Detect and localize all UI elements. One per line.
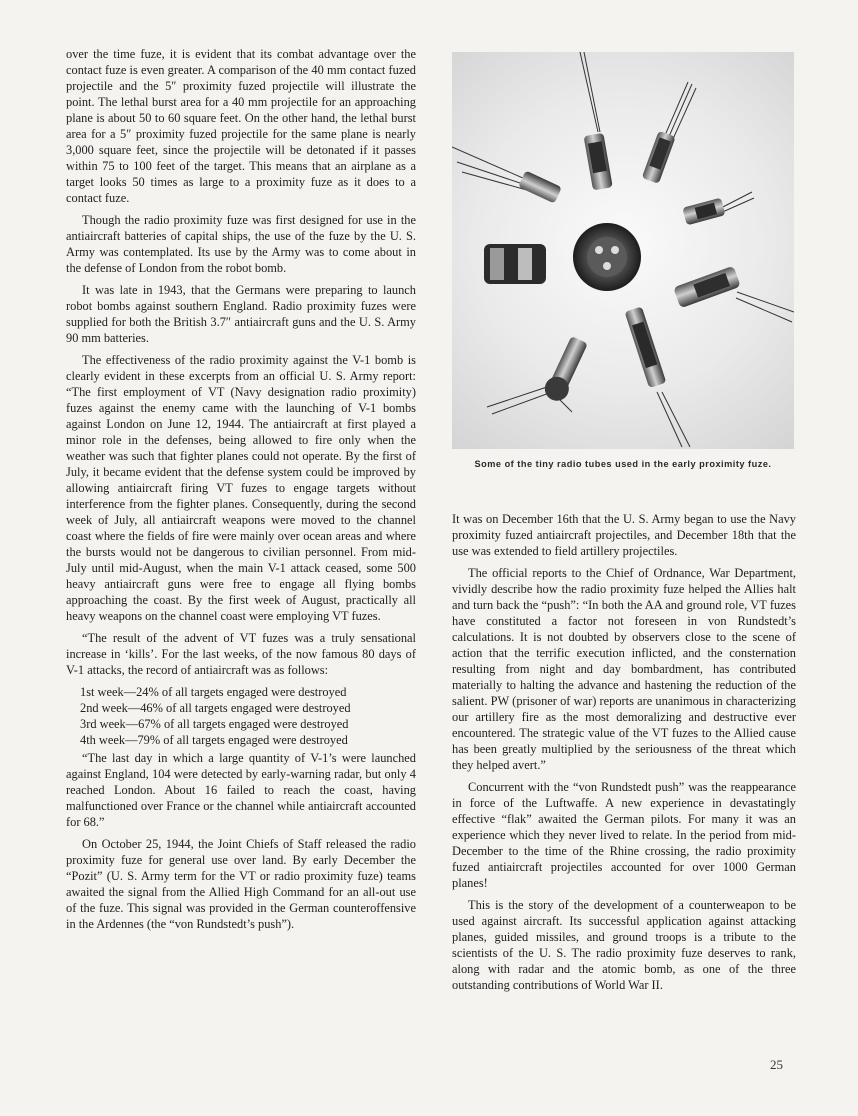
paragraph: “The result of the advent of VT fuzes was a truly sensational increase in ‘kills’. For the last weeks, of the now famous 80 days of V-1 attacks, the record of antiaircraft was as follows: (66, 631, 416, 677)
list-item: 3rd week—67% of all targets engaged were destroyed (80, 717, 349, 731)
list-item: 4th week—79% of all targets engaged were destroyed (80, 733, 348, 747)
paragraph: “The last day in which a large quantity of V-1’s were launched against England, 104 were detected by early-warning radar, but only 4 reached London. About 16 failed to reach the coast, having malfunctioned over France or the channel while antiaircraft accounted for 68.” (66, 751, 416, 829)
paragraph: over the time fuze, it is evident that its combat advantage over the contact fuze is even greater. A comparison of the 40 mm contact fuzed projectile and the 5″ proximity fuzed projectile will illustrate the point. The lethal burst area for a 40 mm projectile for an approaching plane is about 50 to 60 square feet. On the other hand, the lethal burst area for a 5″ proximity fuzed projectile for the same plane is nearly 3,000 square feet, since the projectile will be detonated if it passes within 75 to 100 feet of the target. This means that an airplane as a target looks 50 times as large to a proximity fuze as it does to a contact fuze. (66, 47, 416, 205)
radio-tubes-photo (452, 52, 794, 449)
paragraph: The effectiveness of the radio proximity against the V-1 bomb is clearly evident in these excerpts from an official U. S. Army report: “The first employment of VT (Navy designation radio proximity) fuzes against the enemy came with the launching of V-1 bombs against London on June 12, 1944. The antiaircraft at first played a minor role in the defenses, being allowed to fire only when the weather was such that fighter planes could not operate. By the first of July, it became evident that the defense system could be improved by allowing antiaircraft firing VT fuzes to engage targets without interference from the fighter planes. Consequently, during the second week of July, all antiaircraft weapons were moved to the channel coast where the fields of fire were mainly over ocean areas and where the bursts would not be dangerous to civilian personnel. From mid-July until mid-August, when the main V-1 attack ceased, some 500 heavy antiaircraft guns were free to engage all flying bombs approaching the coast. By the first week of August, practically all heavy weapons on the channel coast were employing VT fuzes. (66, 353, 416, 623)
right-column (452, 511, 796, 999)
list-item: 1st week—24% of all targets engaged were destroyed (80, 685, 347, 699)
list-item: 2nd week—46% of all targets engaged were destroyed (80, 701, 351, 715)
paragraph: Though the radio proximity fuze was first designed for use in the antiaircraft batteries of capital ships, the use of the fuze by the U. S. Army was contemplated. Its use by the Army was to come about in the defense of London from the robot bomb. (66, 213, 416, 275)
paragraph: On October 25, 1944, the Joint Chiefs of Staff released the radio proximity fuze for general use over land. By early December the “Pozit” (U. S. Army term for the VT or radio proximity fuze) teams awaited the signal from the Allied High Command for an all-out use of the fuze. This signal was provided in the German counteroffensive in the Ardennes (the “von Rundstedt’s push”). (66, 837, 416, 931)
radio-tubes-illustration (452, 52, 794, 449)
paragraph: This is the story of the development of a counterweapon to be used against aircraft. Its successful application against attacking planes, guided missiles, and ground troops is a tribute to the scientists of the U. S. The radio proximity fuze deserves to rank, along with radar and the atomic bomb, as one of the three outstanding contributions of World War II. (452, 898, 796, 992)
paragraph: It was on December 16th that the U. S. Army began to use the Navy proximity fuzed antiaircraft projectiles, and December 18th that the use was extended to field artillery projectiles. (452, 512, 796, 558)
paragraph: The official reports to the Chief of Ordnance, War Department, vividly describe how the radio proximity fuze helped the Allies halt and turn back the “push”: “In both the AA and ground role, VT fuzes have constituted a factor not foreseen in von Rundstedt’s calculations. It is not doubted by observers close to the scene of action that the terrific execution inflicted, and the consternation resulting from night and day bombardment, has contributed materially to halting the advance and hastening the reduction of the salient. PW (prisoner of war) reports are unanimous in characterizing our artillery fire as the most demoralizing and destructive ever encountered. The strategic value of the VT fuzes to the Allied cause has been greatly multiplied by the seriousness of the threat which they helped avert.” (452, 566, 796, 772)
left-column (66, 46, 416, 938)
weekly-kill-record-list (80, 684, 416, 748)
page-number: 25 (770, 1057, 783, 1072)
paragraph: Concurrent with the “von Rundstedt push” was the reappearance in force of the Luftwaffe. A new experience in devastatingly effective “flak” awaited the German pilots. For many it was an experience which they never lived to relate. In the period from mid-December to the time of the Rhine crossing, the radio proximity fuzed antiaircraft projectiles accounted for over 1000 German planes! (452, 780, 796, 890)
paragraph: It was late in 1943, that the Germans were preparing to launch robot bombs against southern England. Radio proximity fuzes were supplied for both the British 3.7″ antiaircraft guns and the U. S. Army 90 mm batteries. (66, 283, 416, 345)
figure-caption: Some of the tiny radio tubes used in the early proximity fuze. (474, 459, 772, 469)
